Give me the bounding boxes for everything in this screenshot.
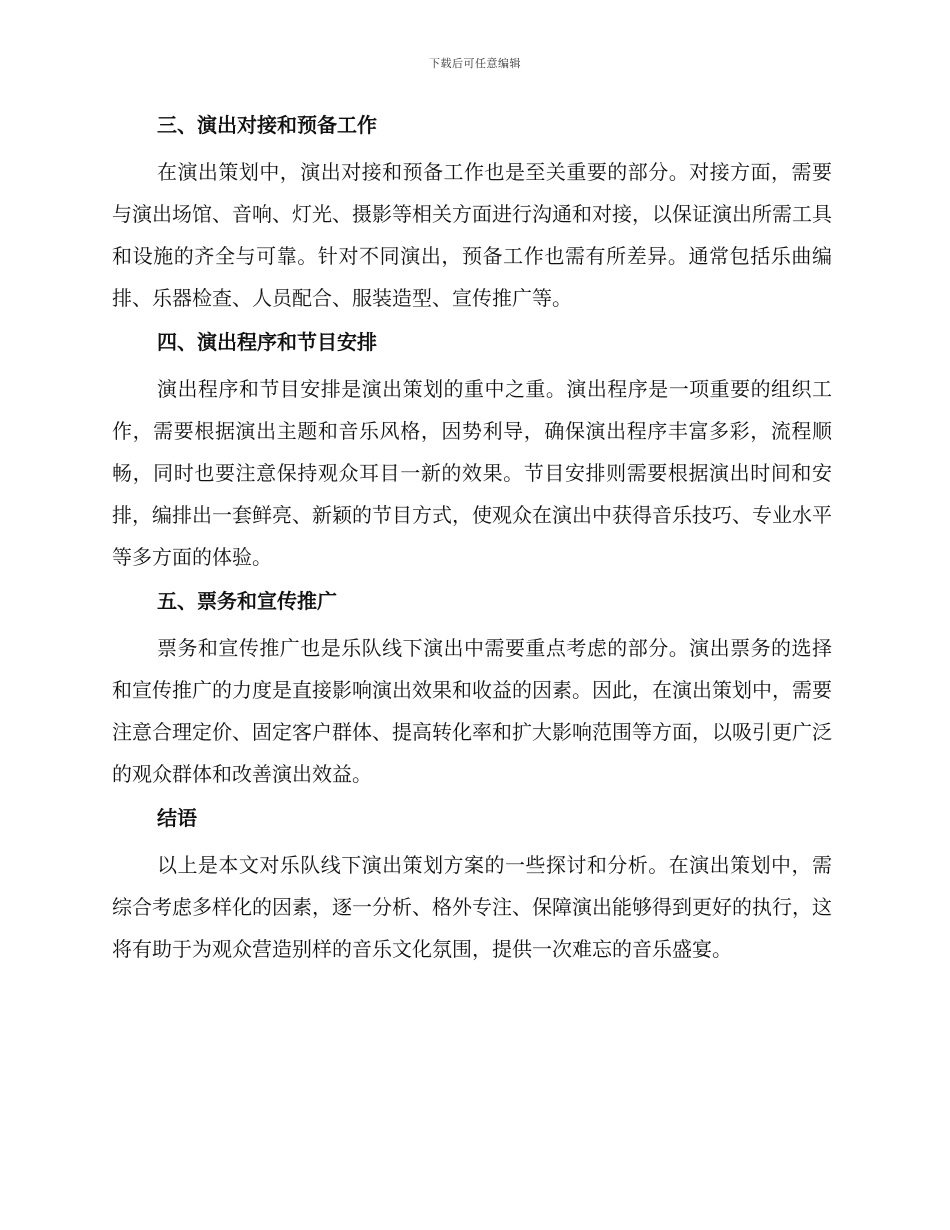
section-performance-coordination — [112, 110, 832, 319]
page-header: 下载后可任意编辑 — [429, 57, 521, 70]
section-paragraph: 在演出策划中，演出对接和预备工作也是至关重要的部分。对接方面，需要与演出场馆、音响、灯光、摄影等相关方面进行沟通和对接，以保证演出所需工具和设施的齐全与可靠。针对不同演出，预备工作也需有所差异。通常包括乐曲编排、乐器检查、人员配合、服装造型、宣传推广等。 — [112, 160, 832, 310]
section-paragraph: 票务和宣传推广也是乐队线下演出中需要重点考虑的部分。演出票务的选择和宣传推广的力度是直接影响演出效果和收益的因素。因此，在演出策划中，需要注意合理定价、固定客户群体、提高转化率和扩大影响范围等方面，以吸引更广泛的观众群体和改善演出效益。 — [112, 636, 832, 786]
section-heading: 五、票务和宣传推广 — [157, 589, 337, 613]
document-body — [112, 110, 832, 978]
section-program-arrangement — [112, 327, 832, 578]
section-heading: 结语 — [157, 806, 197, 830]
section-paragraph: 以上是本文对乐队线下演出策划方案的一些探讨和分析。在演出策划中，需综合考虑多样化的因素，逐一分析、格外专注、保障演出能够得到更好的执行，这将有助于为观众营造别样的音乐文化氛围，提供一次难忘的音乐盛宴。 — [112, 853, 832, 961]
section-heading: 四、演出程序和节目安排 — [157, 330, 377, 354]
section-heading: 三、演出对接和预备工作 — [157, 113, 377, 137]
section-conclusion — [112, 803, 832, 970]
section-ticketing-promotion — [112, 586, 832, 795]
section-paragraph: 演出程序和节目安排是演出策划的重中之重。演出程序是一项重要的组织工作，需要根据演出主题和音乐风格，因势利导，确保演出程序丰富多彩，流程顺畅，同时也要注意保持观众耳目一新的效果。节目安排则需要根据演出时间和安排，编排出一套鲜亮、新颖的节目方式，使观众在演出中获得音乐技巧、专业水平等多方面的体验。 — [112, 377, 832, 569]
